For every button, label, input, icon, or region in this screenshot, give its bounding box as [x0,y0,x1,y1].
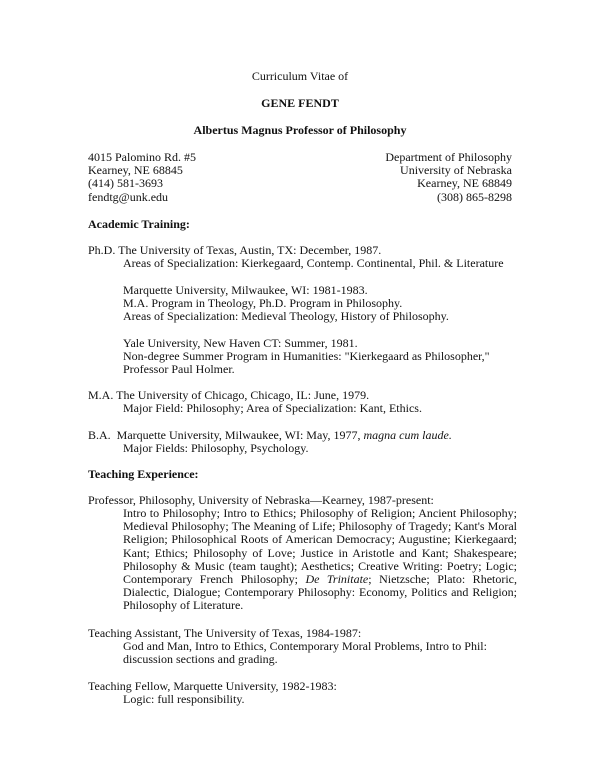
marquette-program: M.A. Program in Theology, Ph.D. Program in Philosophy. [123,296,403,310]
home-city: Kearney, NE 68845 [88,163,183,178]
marquette-line: Marquette University, Milwaukee, WI: 1981-1983. [123,283,368,297]
cv-title: Curriculum Vitae of [251,69,349,83]
home-address [88,151,196,204]
ba-honor: magna cum laude. [363,428,452,442]
cv-name: GENE FENDT [261,96,339,110]
ba-fields: Major Fields: Philosophy, Psychology. [123,441,309,455]
cv-position: Albertus Magnus Professor of Philosophy [193,123,407,137]
yale-line: Yale University, New Haven CT: Summer, 1981. [123,336,358,350]
marquette-spec: Areas of Specialization: Medieval Theology, History of Philosophy. [123,309,449,323]
teaching-heading: Teaching Experience: [88,467,199,481]
home-phone: (414) 581-3693 [88,176,163,191]
professor-courses-b: ; Nietzsche; Plato: Rhetoric, Dialectic, Dialogue; Contemporary Philosophy: Economy, Politics and Religion; Philosophy of Literature. [123,572,518,613]
yale-professor: Professor Paul Holmer. [123,362,235,376]
work-phone: (308) 865-8298 [437,189,512,204]
work-city: Kearney, NE 68849 [417,176,512,191]
yale-program: Non-degree Summer Program in Humanities: "Kierkegaard as Philosopher," [123,349,490,363]
work-department: Department of Philosophy [385,150,512,164]
home-street: 4015 Palomino Rd. #5 [88,150,197,164]
phd-line: Ph.D. The University of Texas, Austin, TX: December, 1987. [88,243,382,257]
work-address [385,151,512,204]
ma-field: Major Field: Philosophy; Area of Specialization: Kant, Ethics. [123,401,422,415]
professor-courses-trinitate: De Trinitate [305,572,369,587]
professor-courses [123,507,517,613]
ta-desc: God and Man, Intro to Ethics, Contemporary Moral Problems, Intro to Phil: discussion sections and grading. [123,639,487,667]
fellow-title: Teaching Fellow, Marquette University, 1982-1983: [88,679,337,693]
phd-spec: Areas of Specialization: Kierkegaard, Contemp. Continental, Phil. & Literature [123,256,504,270]
academic-heading: Academic Training: [88,217,190,231]
professor-courses-a: Intro to Philosophy; Intro to Ethics; Philosophy of Religion; Ancient Philosophy; Medieval Philosophy; The Meaning of Life; Philosophy of Tragedy; Kant's Moral Religion; Philosophical Roots of American Democracy; Augustine; Kierkegaard; Kant; Ethics; Philosophy of Love; Justice in Aristotle and Kant; Shakespeare; Philosophy & Music (team taught); Aesthetics; Creative Writing: Poetry; Logic; Contemporary French Philosophy; [123,506,517,587]
fellow-desc: Logic: full responsibility. [123,692,245,706]
ta-title: Teaching Assistant, The University of Texas, 1984-1987: [88,626,362,640]
ba-text: B.A. Marquette University, Milwaukee, WI: May, 1977, [88,428,364,442]
ma-line: M.A. The University of Chicago, Chicago, IL: June, 1979. [88,388,370,402]
email: fendtg@unk.edu [88,189,169,204]
professor-title: Professor, Philosophy, University of Nebraska—Kearney, 1987-present: [88,493,434,507]
work-university: University of Nebraska [400,163,512,178]
